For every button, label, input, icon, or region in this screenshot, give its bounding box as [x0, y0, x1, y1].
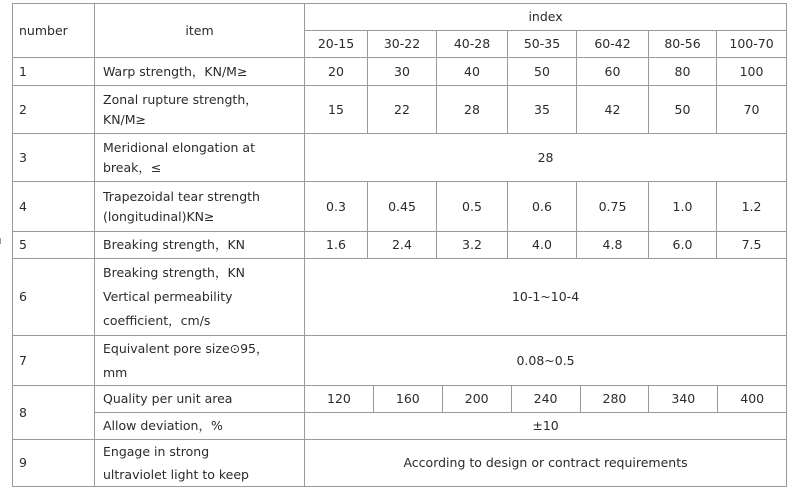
row-item: Zonal rupture strength， KN/M≥ [95, 86, 305, 134]
value-cell: 28 [437, 86, 508, 134]
row-number: 4 [13, 182, 95, 232]
row-item: Quality per unit area [95, 386, 305, 413]
table-row [13, 86, 787, 134]
row-number: 3 [13, 134, 95, 182]
merged-value: 0.08~0.5 [305, 336, 787, 386]
value-cell: 340 [648, 386, 717, 412]
value-cell: 22 [368, 86, 437, 134]
value-cell: 15 [305, 86, 368, 134]
value-cell: 4.0 [508, 232, 577, 259]
grade-cell: 100-70 [717, 31, 787, 58]
row-number: 9 [13, 440, 95, 487]
value-cell: 60 [577, 58, 649, 86]
value-cell: 0.5 [437, 182, 508, 232]
merged-value: 28 [305, 134, 787, 182]
row-number: 7 [13, 336, 95, 386]
value-cell: 1.0 [649, 182, 717, 232]
value-cell: 50 [508, 58, 577, 86]
table-row [13, 232, 787, 259]
value-cell: 0.45 [368, 182, 437, 232]
value-cell: 400 [717, 386, 786, 412]
row-number: 2 [13, 86, 95, 134]
value-cell: 0.3 [305, 182, 368, 232]
spec-table [12, 3, 787, 487]
value-cell: 42 [577, 86, 649, 134]
grade-cell: 40-28 [437, 31, 508, 58]
value-cell: 30 [368, 58, 437, 86]
row-item: Breaking strength，KN [95, 232, 305, 259]
row-item: Equivalent pore size⊙95， mm [95, 336, 305, 386]
row-item: Trapezoidal tear strength (longitudinal)KN≥ [95, 182, 305, 232]
row-item: Allow deviation，% [95, 413, 305, 440]
row-item: Warp strength，KN/M≥ [95, 58, 305, 86]
value-cell: 120 [327, 391, 351, 406]
merged-value: According to design or contract requirements [305, 440, 787, 487]
value-cell: 50 [649, 86, 717, 134]
value-cell: 40 [437, 58, 508, 86]
value-cell: 70 [717, 86, 787, 134]
grade-cell: 50-35 [508, 31, 577, 58]
grade-cell: 30-22 [368, 31, 437, 58]
table-row [13, 386, 787, 413]
header-number: number [13, 4, 95, 58]
table-row [13, 134, 787, 182]
table-row [13, 440, 787, 487]
value-cell: 6.0 [649, 232, 717, 259]
value-cell: 80 [649, 58, 717, 86]
grade-cell: 60-42 [577, 31, 649, 58]
table-row [13, 182, 787, 232]
value-cell: 3.2 [437, 232, 508, 259]
header-item: item [95, 4, 305, 58]
table-row [13, 336, 787, 386]
row-number: 5 [13, 232, 95, 259]
grade-cell: 20-15 [305, 31, 368, 58]
quality-values [305, 386, 787, 413]
value-cell: 2.4 [368, 232, 437, 259]
value-cell: 160 [373, 386, 442, 412]
row-item: Meridional elongation at break，≤ [95, 134, 305, 182]
value-cell: 1.2 [717, 182, 787, 232]
row-number: 8 [13, 386, 95, 440]
value-cell: 20 [305, 58, 368, 86]
value-cell: 240 [511, 386, 580, 412]
merged-value: 10-1~10-4 [305, 259, 787, 336]
value-cell: 280 [580, 386, 649, 412]
row-number: 6 [13, 259, 95, 336]
grade-cell: 80-56 [649, 31, 717, 58]
value-cell: 0.75 [577, 182, 649, 232]
row-number: 1 [13, 58, 95, 86]
value-cell: 0.6 [508, 182, 577, 232]
value-cell: 35 [508, 86, 577, 134]
value-cell: 1.6 [305, 232, 368, 259]
row-item: Engage in strong ultraviolet light to keep [95, 440, 305, 487]
table-row [13, 58, 787, 86]
value-cell: 200 [442, 386, 511, 412]
row-item: Breaking strength，KN Vertical permeability coefficient，cm/s [95, 259, 305, 336]
table-row [13, 413, 787, 440]
merged-value: ±10 [305, 413, 787, 440]
table-row [13, 259, 787, 336]
value-cell: 100 [717, 58, 787, 86]
header-index: index [305, 4, 787, 31]
value-cell: 7.5 [717, 232, 787, 259]
margin-mark [0, 238, 3, 244]
value-cell: 4.8 [577, 232, 649, 259]
